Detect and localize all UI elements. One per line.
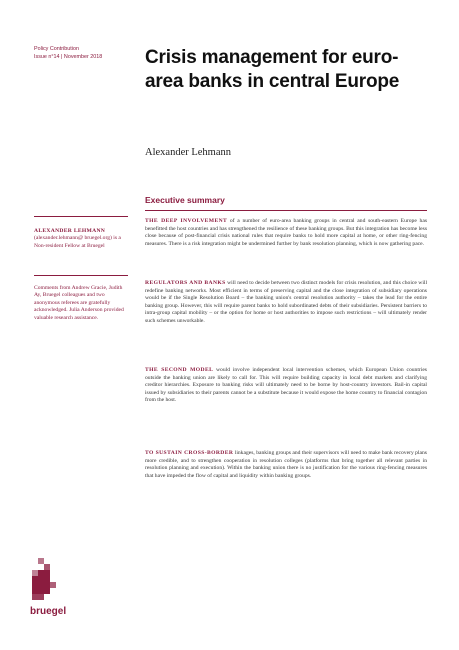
- paragraph-3-text: would involve independent local intervention schemes, which European Union countries outside the banking union are likely to call for. This will require building capacity in local debt markets and clarifying creditor hierarchies. Exposure to banking risks will ultimately need to be borne by host-country investors. Bail-in capital issued by subsidiaries to their parents cannot be a substitute because it would expose the home country to financial contagion from the host.: [145, 367, 427, 403]
- paragraph-3-lead: THE SECOND MODEL: [145, 367, 214, 373]
- sidebar-divider-bottom: [34, 275, 128, 276]
- paragraph-4-text: linkages, banking groups and their supervisors will need to make bank recovery plans more credible, and to strengthen cooperation in resolution colleges (platforms that bring together all relevant parties in resolution planning and execution). Within the banking union there is no justification for the various ring-fencing measures that have impeded the flow of capital and liquidity within banking groups.: [145, 450, 427, 479]
- document-title: Crisis management for euro-area banks in central Europe: [145, 47, 400, 92]
- summary-paragraph-1: [145, 218, 427, 248]
- author-note: [34, 228, 130, 250]
- issue-label: Issue n°14 | November 2018: [34, 54, 103, 60]
- acknowledgement-note: Comments from Andrew Gracie, Judith Ay, Bruegel colleagues and two anonymous referees are gratefully acknowledged. Julia Anderson provided valuable research assistance.: [34, 285, 124, 321]
- bruegel-logo-text: bruegel: [30, 606, 67, 617]
- author-note-text: (alexander.lehmann@ bruegel.org) is a Non-resident Fellow at Bruegel: [34, 235, 121, 249]
- summary-paragraph-2: [145, 280, 427, 325]
- paragraph-4-lead: TO SUSTAIN CROSS-BORDER: [145, 450, 234, 456]
- series-label: [34, 45, 134, 61]
- section-divider: [145, 210, 427, 211]
- paragraph-2-lead: REGULATORS AND BANKS: [145, 280, 226, 286]
- policy-contribution-label: Policy Contribution: [34, 46, 79, 52]
- paragraph-2-text: will need to decide between two distinct models for crisis resolution, and this choice will redefine banking networks. Most efficient in terms of preserving capital and the close integration of subsidiary operations would be if the Single Resolution Board – the banking union's central resolution authority – takes the lead for the entire banking group. However, this will require parent banks to hold subordinated debts of their subsidiaries. Persistent barriers to intra-group capital mobility – or the option for home or host authorities to impose such restrictions – will ultimately render such schemes unworkable.: [145, 280, 427, 324]
- summary-paragraph-3: [145, 367, 427, 405]
- summary-paragraph-4: [145, 450, 427, 480]
- author-name: Alexander Lehmann: [145, 147, 232, 158]
- section-heading: Executive summary: [145, 195, 225, 205]
- paragraph-1-text: of a number of euro-area banking groups in central and south-eastern Europe has benefitted the host countries and has strengthened the resilience of these banking groups. But this integration has become less close because of post-financial crisis national rules that require banks to hold more capital at home, or other ring-fencing measures. There is a risk integration might be undermined further by bank resolution planning, which is now gathering pace.: [145, 218, 427, 247]
- sidebar-divider-top: [34, 216, 128, 217]
- author-note-name: ALEXANDER LEHMANN: [34, 228, 106, 234]
- paragraph-1-lead: THE DEEP INVOLVEMENT: [145, 218, 228, 224]
